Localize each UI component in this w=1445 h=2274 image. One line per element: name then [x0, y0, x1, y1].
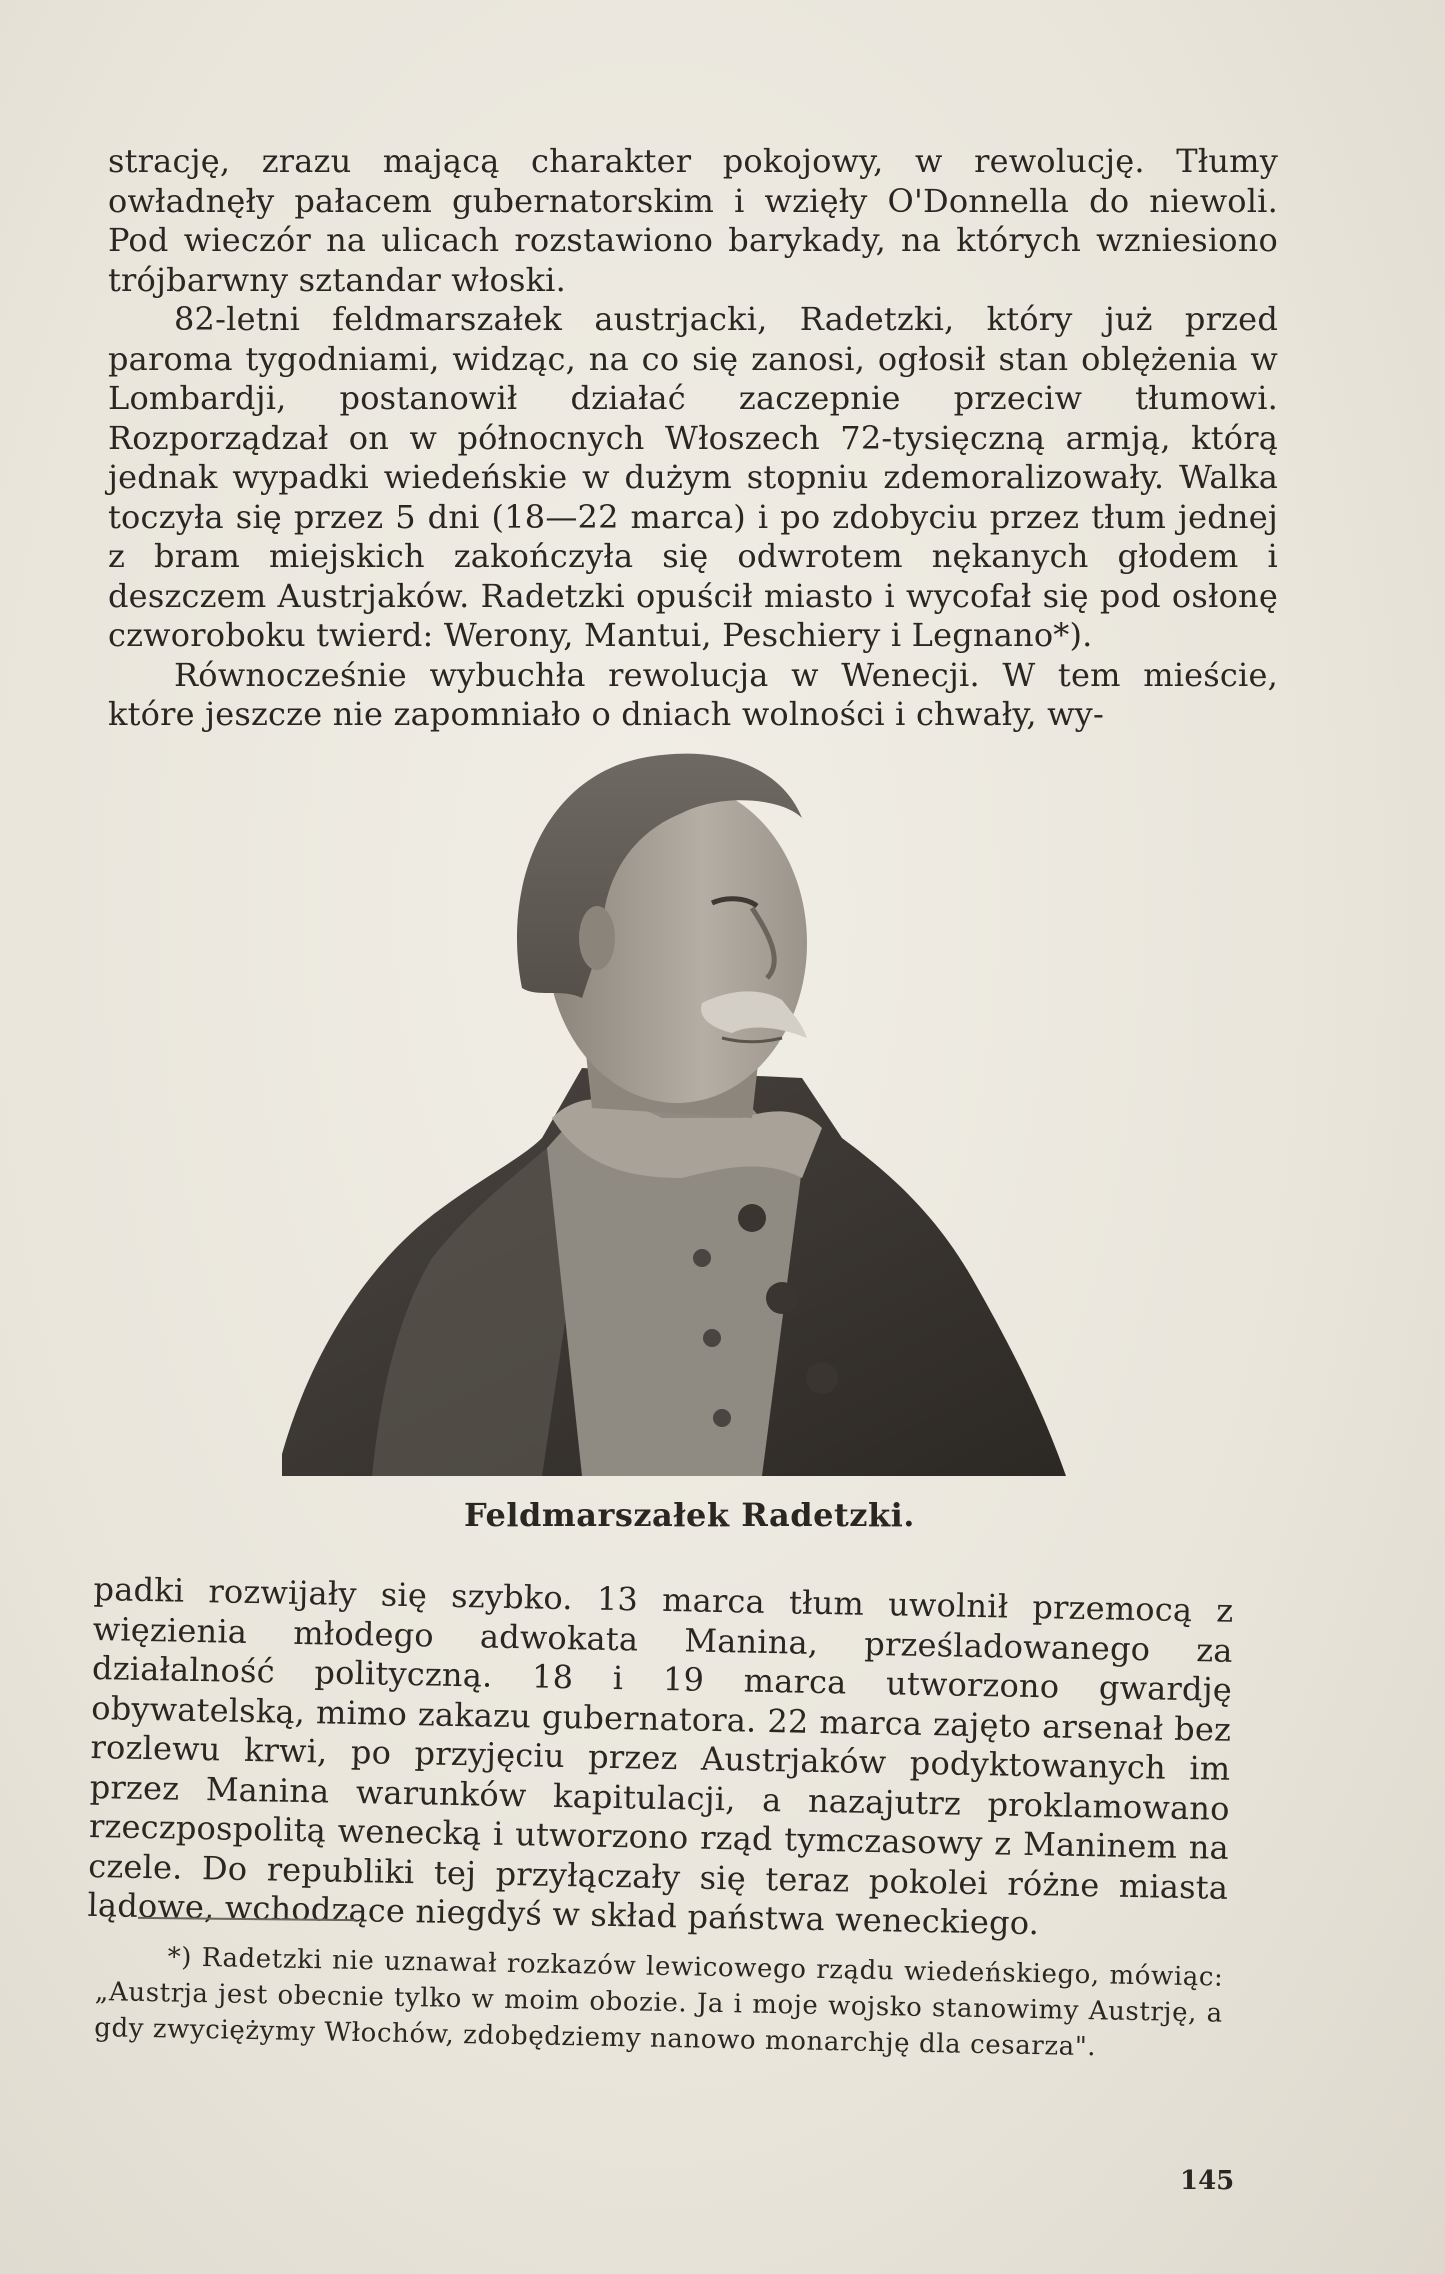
footnote-text: *) Radetzki nie uznawał rozkazów lewicowego rządu wiedeńskiego, mówiąc: „Austrja jest obecnie tylko w moim obozie. Ja i moje wojsko stanowimy Austrję, a gdy zwyciężymy Włochów, zdobędziemy nanowo monarchję dla cesarza". [93, 1942, 1224, 2063]
body-text-bottom [87, 1570, 1234, 1947]
paragraph-1: strację, zrazu mającą charakter pokojowy, w rewolucję. Tłumy owładnęły pałacem gubernatorskim i wzięły O'Donnella do niewoli. Pod wieczór na ulicach rozstawiono barykady, na których wzniesiono trójbarwny sztandar włoski. [108, 142, 1278, 299]
radetzki-portrait [282, 738, 1066, 1476]
paragraph-2: 82-letni feldmarszałek austrjacki, Radetzki, który już przed paroma tygodniami, widząc, na co się zanosi, ogłosił stan oblężenia w Lombardji, postanowił działać zaczepnie przeciw tłumowi. Rozporządzał on w północnych Włoszech 72-tysięczną armją, którą jednak wypadki wiedeńskie w dużym stopniu zdemoralizowały. Walka toczyła się przez 5 dni (18—22 marca) i po zdobyciu przez tłum jednej z bram miejskich zakończyła się odwrotem nękanych głodem i deszczem Austrjaków. Radetzki opuścił miasto i wycofał się pod osłonę czworoboku twierd: Werony, Mantui, Peschiery i Legnano*). [108, 300, 1278, 654]
footnote [94, 1938, 1224, 2068]
page-number: 145 [1180, 2166, 1235, 2196]
paragraph-4: padki rozwijały się szybko. 13 marca tłum uwolnił przemocą z więzienia młodego adwokata Manina, prześladowanego za działalność polityczną. 18 i 19 marca utworzono gwardję obywatelską, mimo zakazu gubernatora. 22 marca zajęto arsenał bez rozlewu krwi, po przyjęciu przez Austrjaków podyktowanych im przez Manina warunków kapitulacji, a nazajutrz proklamowano rzeczpospolitą wenecką i utworzono rząd tymczasowy z Maninem na czele. Do republiki tej przyłączały się teraz pokolei różne miasta lądowe, wchodzące niegdyś w skład państwa weneckiego. [87, 1570, 1234, 1943]
paragraph-3: Równocześnie wybuchła rewolucja w Wenecji. W tem mieście, które jeszcze nie zapomniało o dniach wolności i chwały, wy- [108, 655, 1278, 733]
body-text-top [108, 142, 1278, 735]
portrait-caption: Feldmarszałek Radetzki. [464, 1496, 915, 1534]
